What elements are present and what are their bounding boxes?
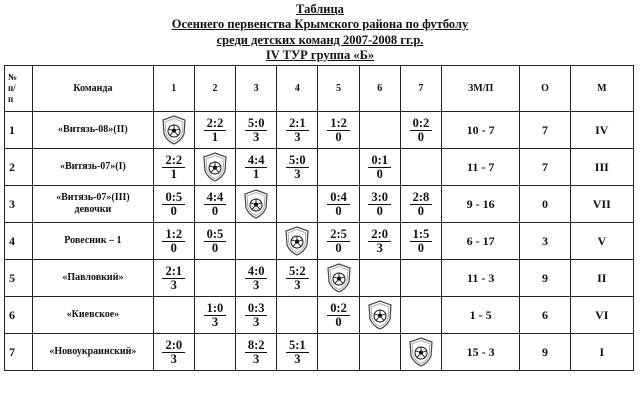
self-match-cell — [236, 186, 277, 223]
header-m: М — [570, 66, 633, 112]
match-goals: 5:2 — [286, 265, 309, 279]
soccer-ball-emblem-icon — [326, 263, 352, 293]
match-goals: 1:5 — [410, 228, 433, 242]
match-score — [236, 302, 276, 329]
match-result-cell — [400, 112, 441, 149]
match-score — [195, 228, 235, 255]
match-points: 0 — [417, 203, 425, 218]
place: IV — [570, 112, 633, 149]
match-score — [277, 117, 317, 144]
team-name-line: «Витязь-07»(III) — [56, 192, 130, 203]
match-points: 0 — [170, 240, 177, 255]
team-name — [33, 186, 154, 223]
match-result-cell — [359, 223, 400, 260]
title-line-4: IV ТУР группа «Б» — [265, 48, 375, 63]
match-result-cell — [400, 186, 441, 223]
points-total: 7 — [520, 149, 570, 186]
points-total: 0 — [520, 186, 570, 223]
empty-match-cell — [318, 334, 359, 371]
goals-diff: 10 - 7 — [442, 112, 520, 149]
match-points: 1 — [211, 129, 219, 144]
team-name-line: «Витязь-07»(I) — [60, 161, 126, 172]
match-goals: 8:2 — [245, 339, 268, 353]
match-result-cell — [236, 260, 277, 297]
table-row — [5, 186, 634, 223]
match-goals: 5:1 — [286, 339, 309, 353]
match-score — [318, 228, 358, 255]
table-body — [5, 112, 634, 371]
soccer-ball-emblem-icon — [367, 300, 393, 330]
header-zmp: ЗМ/П — [442, 66, 520, 112]
soccer-ball-emblem-icon — [408, 337, 434, 367]
team-name-line: «Киевское» — [66, 309, 120, 320]
match-score — [154, 154, 194, 181]
match-score — [154, 265, 194, 292]
match-score — [154, 339, 194, 366]
goals-diff: 9 - 16 — [442, 186, 520, 223]
points-total: 3 — [520, 223, 570, 260]
empty-match-cell — [400, 149, 441, 186]
match-result-cell — [359, 186, 400, 223]
self-match-cell — [153, 112, 194, 149]
match-result-cell — [194, 223, 235, 260]
self-match-cell — [194, 149, 235, 186]
match-result-cell — [153, 260, 194, 297]
match-points: 0 — [211, 240, 219, 255]
match-goals: 0:5 — [162, 191, 185, 205]
match-score — [236, 265, 276, 292]
match-goals: 0:2 — [410, 117, 433, 131]
match-points: 3 — [253, 314, 260, 329]
row-index: 2 — [5, 149, 33, 186]
match-result-cell — [194, 112, 235, 149]
match-result-cell — [318, 297, 359, 334]
team-name — [33, 112, 154, 149]
match-score — [401, 117, 441, 144]
row-index: 1 — [5, 112, 33, 149]
place: II — [570, 260, 633, 297]
header-col-4: 4 — [277, 66, 318, 112]
soccer-ball-emblem-icon — [243, 189, 269, 219]
points-total: 7 — [520, 112, 570, 149]
match-points: 1 — [170, 166, 177, 181]
match-result-cell — [277, 149, 318, 186]
table-row — [5, 149, 634, 186]
match-goals: 4:0 — [245, 265, 268, 279]
table-row — [5, 112, 634, 149]
match-result-cell — [318, 112, 359, 149]
match-score — [195, 302, 235, 329]
match-points: 3 — [170, 351, 177, 366]
header-team: Команда — [33, 66, 154, 112]
match-result-cell — [318, 223, 359, 260]
match-points: 0 — [417, 129, 425, 144]
empty-match-cell — [277, 297, 318, 334]
empty-match-cell — [400, 297, 441, 334]
header-col-7: 7 — [400, 66, 441, 112]
match-points: 3 — [253, 129, 260, 144]
empty-match-cell — [153, 297, 194, 334]
title-line-1: Таблица — [296, 2, 344, 16]
row-index: 4 — [5, 223, 33, 260]
match-points: 3 — [294, 277, 301, 292]
place: I — [570, 334, 633, 371]
match-goals: 0:1 — [368, 154, 391, 168]
match-result-cell — [153, 149, 194, 186]
points-total: 9 — [520, 260, 570, 297]
place: V — [570, 223, 633, 260]
self-match-cell — [400, 334, 441, 371]
match-score — [360, 228, 400, 255]
match-goals: 0:3 — [245, 302, 268, 316]
match-result-cell — [194, 297, 235, 334]
match-points: 3 — [294, 166, 301, 181]
match-goals: 3:0 — [368, 191, 391, 205]
match-points: 3 — [170, 277, 177, 292]
match-result-cell — [153, 186, 194, 223]
table-row — [5, 260, 634, 297]
match-result-cell — [318, 186, 359, 223]
match-goals: 4:4 — [245, 154, 268, 168]
match-result-cell — [194, 186, 235, 223]
goals-diff: 11 - 3 — [442, 260, 520, 297]
team-name-line: «Павловкий» — [62, 272, 124, 283]
match-points: 3 — [294, 351, 301, 366]
match-result-cell — [236, 112, 277, 149]
match-result-cell — [277, 260, 318, 297]
goals-diff: 1 - 5 — [442, 297, 520, 334]
team-name-line: Ровесник – 1 — [64, 235, 122, 246]
match-points: 0 — [335, 240, 342, 255]
match-goals: 1:2 — [162, 228, 185, 242]
row-index: 5 — [5, 260, 33, 297]
match-goals: 5:0 — [245, 117, 268, 131]
match-score — [195, 117, 235, 144]
match-goals: 0:4 — [327, 191, 350, 205]
match-score — [236, 117, 276, 144]
empty-match-cell — [194, 260, 235, 297]
empty-match-cell — [318, 149, 359, 186]
match-points: 3 — [211, 314, 219, 329]
match-result-cell — [236, 297, 277, 334]
match-score — [195, 191, 235, 218]
empty-match-cell — [359, 334, 400, 371]
match-goals: 2:0 — [368, 228, 391, 242]
empty-match-cell — [277, 186, 318, 223]
match-score — [277, 339, 317, 366]
standings-table — [4, 65, 634, 371]
match-points: 0 — [170, 203, 177, 218]
match-goals: 2:8 — [410, 191, 433, 205]
header-col-3: 3 — [236, 66, 277, 112]
match-result-cell — [400, 223, 441, 260]
team-name — [33, 223, 154, 260]
title-block — [0, 2, 640, 64]
team-name — [33, 297, 154, 334]
match-points: 0 — [335, 129, 342, 144]
match-goals: 2:2 — [204, 117, 227, 131]
match-points: 0 — [417, 240, 425, 255]
soccer-ball-emblem-icon — [284, 226, 310, 256]
match-score — [277, 265, 317, 292]
empty-match-cell — [359, 112, 400, 149]
team-name — [33, 260, 154, 297]
match-score — [401, 191, 441, 218]
header-num — [5, 66, 33, 112]
match-points: 1 — [253, 166, 260, 181]
title-line-3: среди детских команд 2007-2008 гг.р. — [216, 32, 424, 47]
match-points: 0 — [211, 203, 219, 218]
match-points: 3 — [294, 129, 301, 144]
match-score — [277, 154, 317, 181]
match-score — [318, 302, 358, 329]
match-result-cell — [359, 149, 400, 186]
match-score — [236, 339, 276, 366]
match-result-cell — [153, 223, 194, 260]
header-num-1: № — [8, 72, 18, 82]
points-total: 6 — [520, 297, 570, 334]
place: VI — [570, 297, 633, 334]
team-name-line: «Новоукраинский» — [49, 346, 137, 357]
header-col-5: 5 — [318, 66, 359, 112]
row-index: 3 — [5, 186, 33, 223]
match-score — [154, 228, 194, 255]
goals-diff: 15 - 3 — [442, 334, 520, 371]
empty-match-cell — [400, 260, 441, 297]
match-goals: 1:2 — [327, 117, 350, 131]
goals-diff: 11 - 7 — [442, 149, 520, 186]
soccer-ball-emblem-icon — [161, 115, 187, 145]
soccer-ball-emblem-icon — [202, 152, 228, 182]
match-goals: 1:0 — [204, 302, 227, 316]
match-goals: 2:5 — [327, 228, 350, 242]
empty-match-cell — [359, 260, 400, 297]
empty-match-cell — [236, 223, 277, 260]
place: VII — [570, 186, 633, 223]
match-goals: 2:2 — [162, 154, 185, 168]
header-o: О — [520, 66, 570, 112]
match-score — [360, 154, 400, 181]
team-name — [33, 149, 154, 186]
match-points: 0 — [376, 166, 383, 181]
header-num-3: п — [8, 94, 14, 104]
goals-diff: 6 - 17 — [442, 223, 520, 260]
match-points: 0 — [335, 314, 342, 329]
match-points: 3 — [376, 240, 383, 255]
empty-match-cell — [194, 334, 235, 371]
match-points: 0 — [376, 203, 383, 218]
match-goals: 4:4 — [204, 191, 227, 205]
self-match-cell — [277, 223, 318, 260]
header-row — [5, 66, 634, 112]
match-points: 0 — [335, 203, 342, 218]
table-row — [5, 297, 634, 334]
row-index: 7 — [5, 334, 33, 371]
match-goals: 0:5 — [204, 228, 227, 242]
team-name-line: «Витязь-08»(II) — [58, 124, 128, 135]
match-result-cell — [236, 334, 277, 371]
place: III — [570, 149, 633, 186]
self-match-cell — [359, 297, 400, 334]
match-score — [236, 154, 276, 181]
header-col-1: 1 — [153, 66, 194, 112]
team-name-line: девочки — [74, 204, 112, 215]
match-score — [401, 228, 441, 255]
match-goals: 0:2 — [327, 302, 350, 316]
header-col-2: 2 — [194, 66, 235, 112]
table-row — [5, 334, 634, 371]
match-result-cell — [153, 334, 194, 371]
header-col-6: 6 — [359, 66, 400, 112]
header-num-2: п/ — [8, 83, 16, 93]
match-result-cell — [277, 334, 318, 371]
match-goals: 2:0 — [162, 339, 185, 353]
match-points: 3 — [253, 351, 260, 366]
match-points: 3 — [253, 277, 260, 292]
match-result-cell — [277, 112, 318, 149]
title-line-2: Осеннего первенства Крымского района по футболу — [171, 17, 469, 32]
match-score — [318, 117, 358, 144]
match-result-cell — [236, 149, 277, 186]
team-name — [33, 334, 154, 371]
match-score — [318, 191, 358, 218]
self-match-cell — [318, 260, 359, 297]
match-goals: 2:1 — [162, 265, 185, 279]
match-score — [154, 191, 194, 218]
match-goals: 5:0 — [286, 154, 309, 168]
table-row — [5, 223, 634, 260]
points-total: 9 — [520, 334, 570, 371]
match-goals: 2:1 — [286, 117, 309, 131]
match-score — [360, 191, 400, 218]
row-index: 6 — [5, 297, 33, 334]
